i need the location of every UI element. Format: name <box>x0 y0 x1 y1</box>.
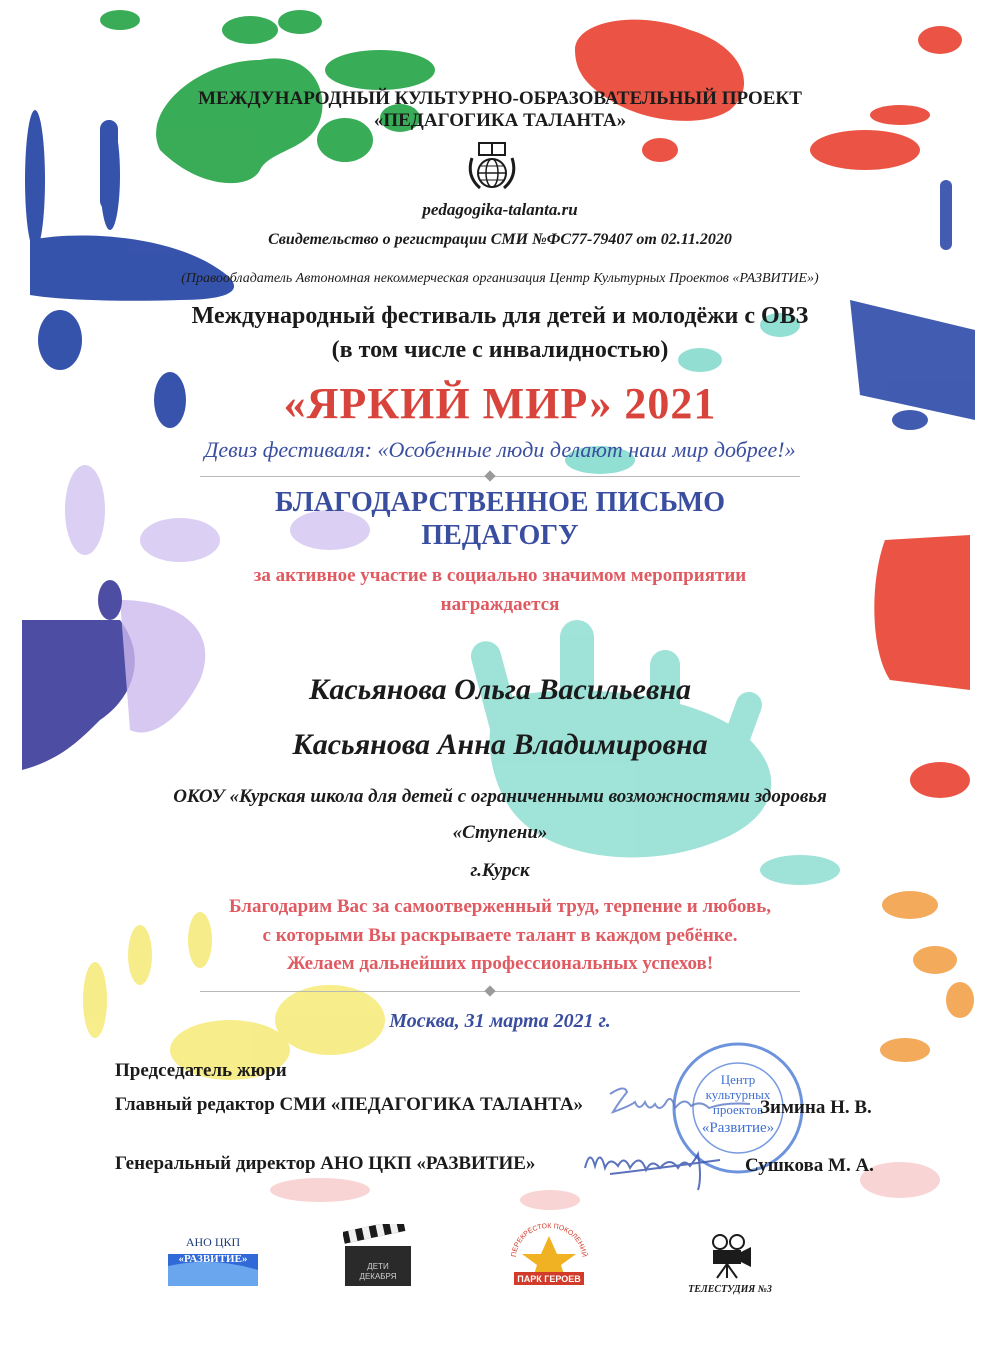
city: г.Курск <box>470 860 530 881</box>
ano-ckp-logo <box>168 1232 258 1288</box>
clapperboard-logo <box>343 1224 413 1288</box>
registration-info: Свидетельство о регистрации СМИ №ФС77-79407 от 02.11.2020 <box>268 231 732 248</box>
divider-diamond-bottom <box>484 985 495 996</box>
director-name: Сушкова М. А. <box>745 1155 874 1176</box>
festival-motto: Девиз фестиваля: «Особенные люди делают наш мир добрее!» <box>204 437 796 462</box>
festival-line1: Международный фестиваль для детей и молодёжи с ОВЗ <box>191 303 809 329</box>
ano-logo-line1: АНО ЦКП <box>185 1235 241 1249</box>
festival-line2: (в том числе с инвалидностью) <box>331 337 669 363</box>
award-reason: за активное участие в социально значимом мероприятии <box>253 565 747 586</box>
chair-title-line1: Председатель жюри <box>115 1060 287 1081</box>
park-heroes-logo <box>508 1222 590 1294</box>
clapper-line1: ДЕТИ <box>367 1262 389 1271</box>
divider-top <box>200 476 800 477</box>
message-line1: Благодарим Вас за самоотверженный труд, терпение и любовь, <box>228 896 772 917</box>
letter-title-line1: БЛАГОДАРСТВЕННОЕ ПИСЬМО <box>275 487 725 518</box>
letter-title-line2: ПЕДАГОГУ <box>421 520 579 551</box>
telestudio-logo <box>675 1230 785 1296</box>
clapper-line2: ДЕКАБРЯ <box>359 1272 397 1281</box>
school-line2: «Ступени» <box>452 822 548 843</box>
recipient-name-1: Касьянова Ольга Васильевна <box>308 673 692 706</box>
director-title: Генеральный директор АНО ЦКП «РАЗВИТИЕ» <box>115 1153 536 1174</box>
globe-book-logo <box>462 140 522 196</box>
awarded-label: награждается <box>440 594 560 615</box>
project-title-line2: «ПЕДАГОГИКА ТАЛАНТА» <box>373 110 627 131</box>
message-line2: с которыми Вы раскрываете талант в каждом ребёнке. <box>262 925 738 946</box>
stamp-line1: Центр <box>720 1072 756 1087</box>
stamp-line4: «Развитие» <box>701 1120 775 1136</box>
chair-name: Зимина Н. В. <box>760 1097 872 1118</box>
ano-logo-line2: «РАЗВИТИЕ» <box>178 1253 248 1265</box>
website: pedagogika-talanta.ru <box>422 200 578 219</box>
park-arc-text: ПЕРЕКРЁСТОК ПОКОЛЕНИЙ <box>510 1222 588 1258</box>
chair-title-line2: Главный редактор СМИ «ПЕДАГОГИКА ТАЛАНТА» <box>115 1094 584 1115</box>
festival-name: «ЯРКИЙ МИР» 2021 <box>283 379 717 428</box>
stamp-line2: культурных <box>705 1087 771 1102</box>
stamp-line3: проектов <box>712 1102 764 1117</box>
school-line1: ОКОУ «Курская школа для детей с ограниченными возможностями здоровья <box>173 786 827 807</box>
recipient-name-2: Касьянова Анна Владимировна <box>292 728 708 761</box>
telestudio-label: ТЕЛЕСТУДИЯ №3 <box>688 1284 772 1295</box>
film-camera-icon <box>675 1230 785 1296</box>
divider-bottom <box>200 991 800 992</box>
project-title-line1: МЕЖДУНАРОДНЫЙ КУЛЬТУРНО-ОБРАЗОВАТЕЛЬНЫЙ ПРОЕКТ <box>198 88 802 109</box>
date-place: Москва, 31 марта 2021 г. <box>389 1010 611 1032</box>
park-name: ПАРК ГЕРОЕВ <box>517 1274 581 1284</box>
divider-diamond-top <box>484 470 495 481</box>
message-line3: Желаем дальнейших профессиональных успехов! <box>286 953 714 974</box>
copyright-holder: (Правообладатель Автономная некоммерческая организация Центр Культурных Проектов «РАЗВИТИЕ») <box>181 271 819 286</box>
chair-signature <box>605 1082 755 1122</box>
director-signature <box>580 1138 740 1194</box>
